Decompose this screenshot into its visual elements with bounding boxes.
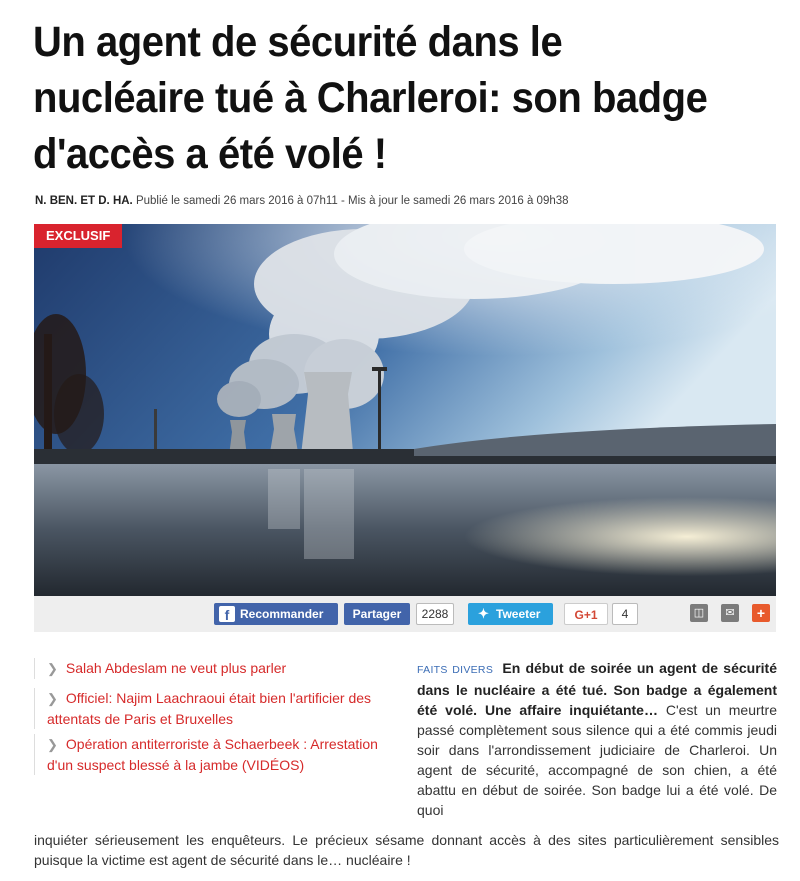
google-plus-count: 4: [612, 603, 638, 625]
tweet-label: Tweeter: [496, 607, 541, 621]
mail-icon[interactable]: ✉: [721, 604, 739, 622]
article-body-start: C'est un meurtre passé complètement sous silence qui a été commis jeudi soir dans l'arrondissement judiciaire de Charleroi. Un agent de sécurité, accompagné de son chien, a été abattu en début de soirée. Son badge lui a été volé. De quoi: [417, 702, 777, 818]
chevron-right-icon: ❯: [47, 661, 58, 676]
related-link-2[interactable]: ❯ Officiel: Najim Laachraoui était bien l'artificier des attentats de Paris et Bruxelles: [34, 688, 400, 729]
facebook-recommend-button[interactable]: [214, 603, 338, 625]
byline-dates: Publié le samedi 26 mars 2016 à 07h11 - Mis à jour le samedi 26 mars 2016 à 09h38: [135, 195, 569, 207]
article-headline: Un agent de sécurité dans le nucléaire tué à Charleroi: son badge d'accès a été volé !: [33, 18, 708, 178]
plus-icon[interactable]: +: [752, 604, 770, 622]
share-count: 2288: [416, 603, 454, 625]
exclusive-badge: EXCLUSIF: [34, 224, 122, 248]
article-intro: [417, 658, 777, 820]
share-bar: [34, 596, 776, 632]
chevron-right-icon: ❯: [47, 737, 58, 752]
facebook-recommend-label: Recommander: [240, 607, 324, 621]
facebook-share-button[interactable]: Partager: [344, 603, 410, 625]
related-articles: [34, 658, 400, 780]
byline-authors: N. BEN. ET D. HA.: [35, 195, 133, 207]
google-plus-button[interactable]: G+1: [564, 603, 608, 625]
tweet-button[interactable]: [468, 603, 553, 625]
nuclear-plant-image: [34, 224, 776, 596]
byline: [35, 195, 569, 207]
facebook-icon: f: [219, 606, 235, 622]
section-rubric[interactable]: FAITS DIVERS: [417, 664, 494, 676]
comment-icon[interactable]: ◫: [690, 604, 708, 622]
article-lead: En début de soirée un agent de sécurité dans le nucléaire a été tué. Son badge a également été volé. Une affaire inquiétante…: [417, 660, 777, 718]
chevron-right-icon: ❯: [47, 691, 58, 706]
article-body-continued: inquiéter sérieusement les enquêteurs. Le précieux sésame donnant accès à des sites particulièrement sensibles puisque la victime est agent de sécurité dans le… nucléaire !: [34, 832, 779, 868]
related-link-1[interactable]: ❯ Salah Abdeslam ne veut plus parler: [34, 658, 400, 679]
article-photo: [34, 224, 776, 596]
related-link-3[interactable]: ❯ Opération antiterroriste à Schaerbeek : Arrestation d'un suspect blessé à la jambe (VIDÉOS): [34, 734, 400, 775]
twitter-bird-icon: ✦: [478, 606, 489, 621]
